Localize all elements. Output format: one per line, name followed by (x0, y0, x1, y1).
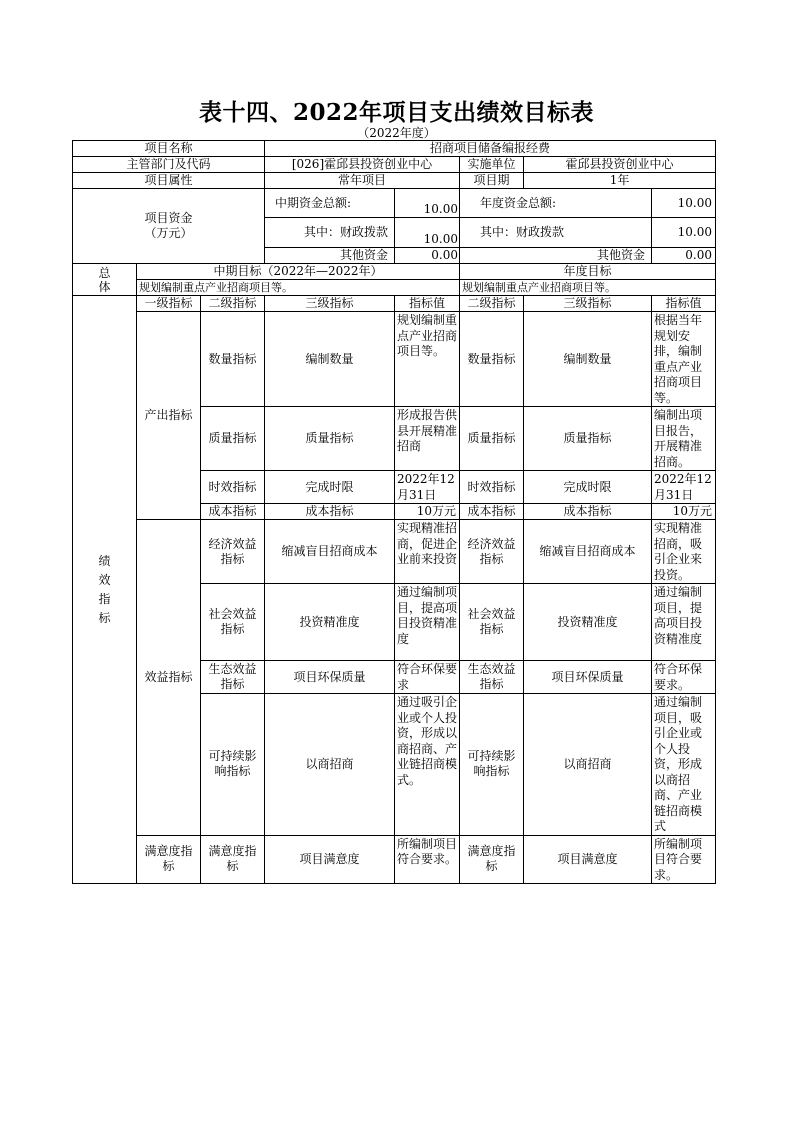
level2-year-cell: 满意度指标 (460, 835, 524, 884)
value-year-cell: 通过编制项目，吸引企业或个人投资，形成以商招商、产业链招商模式 (652, 694, 716, 836)
perf-indicator-label: 绩 效 指 标 (73, 296, 137, 884)
mid-fiscal-label: 其中：财政拨款 (265, 218, 395, 248)
level3-cell: 投资精准度 (265, 584, 395, 661)
value-cell: 通过吸引企业或个人投资，形成以商招商、产业链招商模式。 (395, 694, 460, 836)
level3-year-cell: 成本指标 (524, 504, 652, 520)
funds-label: 项目资金 （万元） (73, 189, 265, 264)
period-label: 项目期 (460, 173, 524, 189)
level2-year-cell: 成本指标 (460, 504, 524, 520)
year-total-label: 年度资金总额: (460, 189, 652, 218)
level2-cell: 质量指标 (201, 407, 265, 471)
value-year-cell: 根据当年规划安排，编制重点产业招商项目等。 (652, 312, 716, 407)
level3-year-cell: 项目环保质量 (524, 661, 652, 694)
value-cell: 通过编制项目，提高项目投资精准度 (395, 584, 460, 661)
header-level1: 一级指标 (137, 296, 201, 312)
level1-satisfaction: 满意度指标 (137, 835, 201, 884)
header-value: 指标值 (395, 296, 460, 312)
value-cell: 符合环保要求 (395, 661, 460, 694)
header-level2: 二级指标 (201, 296, 265, 312)
level3-cell: 完成时限 (265, 471, 395, 504)
mid-total-label: 中期资金总额: (265, 189, 395, 218)
value-cell: 形成报告供县开展精准招商 (395, 407, 460, 471)
value-cell: 规划编制重点产业招商项目等。 (395, 312, 460, 407)
year-fiscal-label: 其中：财政拨款 (460, 218, 652, 248)
mid-other-label: 其他资金 (265, 248, 395, 264)
overall-target-label: 总 体 (73, 264, 137, 296)
performance-target-table (72, 140, 716, 884)
value-cell: 2022年12月31日 (395, 471, 460, 504)
header-value-year: 指标值 (652, 296, 716, 312)
level2-year-cell: 生态效益指标 (460, 661, 524, 694)
mid-fiscal-value: 10.00 (395, 218, 460, 248)
value-year-cell: 所编制项目符合要求。 (652, 835, 716, 884)
year-other-value: 0.00 (652, 248, 716, 264)
level2-year-cell: 时效指标 (460, 471, 524, 504)
table-row (73, 835, 716, 884)
level3-year-cell: 缩减盲目招商成本 (524, 520, 652, 584)
value-year-cell: 符合环保要求。 (652, 661, 716, 694)
level3-year-cell: 编制数量 (524, 312, 652, 407)
level1-output: 产出指标 (137, 312, 201, 520)
mid-target-text: 规划编制重点产业招商项目等。 (137, 280, 460, 296)
level3-year-cell: 项目满意度 (524, 835, 652, 884)
level2-year-cell: 数量指标 (460, 312, 524, 407)
year-target-header: 年度目标 (460, 264, 716, 280)
table-row (73, 312, 716, 407)
project-name-label: 项目名称 (73, 141, 265, 157)
year-total-value: 10.00 (652, 189, 716, 218)
year-other-label: 其他资金 (460, 248, 652, 264)
level2-year-cell: 经济效益指标 (460, 520, 524, 584)
level3-cell: 项目满意度 (265, 835, 395, 884)
level3-cell: 成本指标 (265, 504, 395, 520)
level2-year-cell: 质量指标 (460, 407, 524, 471)
level3-year-cell: 以商招商 (524, 694, 652, 836)
value-year-cell: 2022年12月31日 (652, 471, 716, 504)
level2-cell: 社会效益指标 (201, 584, 265, 661)
value-cell: 10万元 (395, 504, 460, 520)
level2-year-cell: 社会效益指标 (460, 584, 524, 661)
period-value: 1年 (524, 173, 716, 189)
value-year-cell: 通过编制项目，提高项目投资精准度 (652, 584, 716, 661)
mid-target-header: 中期目标（2022年—2022年） (137, 264, 460, 280)
value-year-cell: 10万元 (652, 504, 716, 520)
attr-value: 常年项目 (265, 173, 460, 189)
page-title: 表十四、2022年项目支出绩效目标表 (198, 99, 594, 126)
value-year-cell: 实现精准招商，吸引企业来投资。 (652, 520, 716, 584)
level2-cell: 时效指标 (201, 471, 265, 504)
level3-cell: 编制数量 (265, 312, 395, 407)
level3-cell: 缩减盲目招商成本 (265, 520, 395, 584)
level2-cell: 成本指标 (201, 504, 265, 520)
dept-label: 主管部门及代码 (73, 157, 265, 173)
level3-cell: 以商招商 (265, 694, 395, 836)
level2-cell: 数量指标 (201, 312, 265, 407)
level3-year-cell: 质量指标 (524, 407, 652, 471)
value-year-cell: 编制出项目报告，开展精准招商。 (652, 407, 716, 471)
dept-value: [026]霍邱县投资创业中心 (265, 157, 460, 173)
attr-label: 项目属性 (73, 173, 265, 189)
year-fiscal-value: 10.00 (652, 218, 716, 248)
header-level3: 三级指标 (265, 296, 395, 312)
level3-year-cell: 投资精准度 (524, 584, 652, 661)
table-row (73, 520, 716, 584)
level3-cell: 项目环保质量 (265, 661, 395, 694)
mid-other-value: 0.00 (395, 248, 460, 264)
level3-cell: 质量指标 (265, 407, 395, 471)
level2-year-cell: 可持续影响指标 (460, 694, 524, 836)
impl-unit-label: 实施单位 (460, 157, 524, 173)
level1-benefit: 效益指标 (137, 520, 201, 836)
level2-cell: 可持续影响指标 (201, 694, 265, 836)
level2-cell: 满意度指标 (201, 835, 265, 884)
header-level3-year: 三级指标 (524, 296, 652, 312)
value-cell: 实现精准招商，促进企业前来投资 (395, 520, 460, 584)
year-target-text: 规划编制重点产业招商项目等。 (460, 280, 716, 296)
mid-total-value: 10.00 (395, 189, 460, 218)
value-cell: 所编制项目符合要求。 (395, 835, 460, 884)
level3-year-cell: 完成时限 (524, 471, 652, 504)
page-subtitle: （2022年度） (357, 126, 436, 140)
impl-unit-value: 霍邱县投资创业中心 (524, 157, 716, 173)
level2-cell: 生态效益指标 (201, 661, 265, 694)
project-name-value: 招商项目储备编报经费 (265, 141, 716, 157)
level2-cell: 经济效益指标 (201, 520, 265, 584)
header-level2-year: 二级指标 (460, 296, 524, 312)
